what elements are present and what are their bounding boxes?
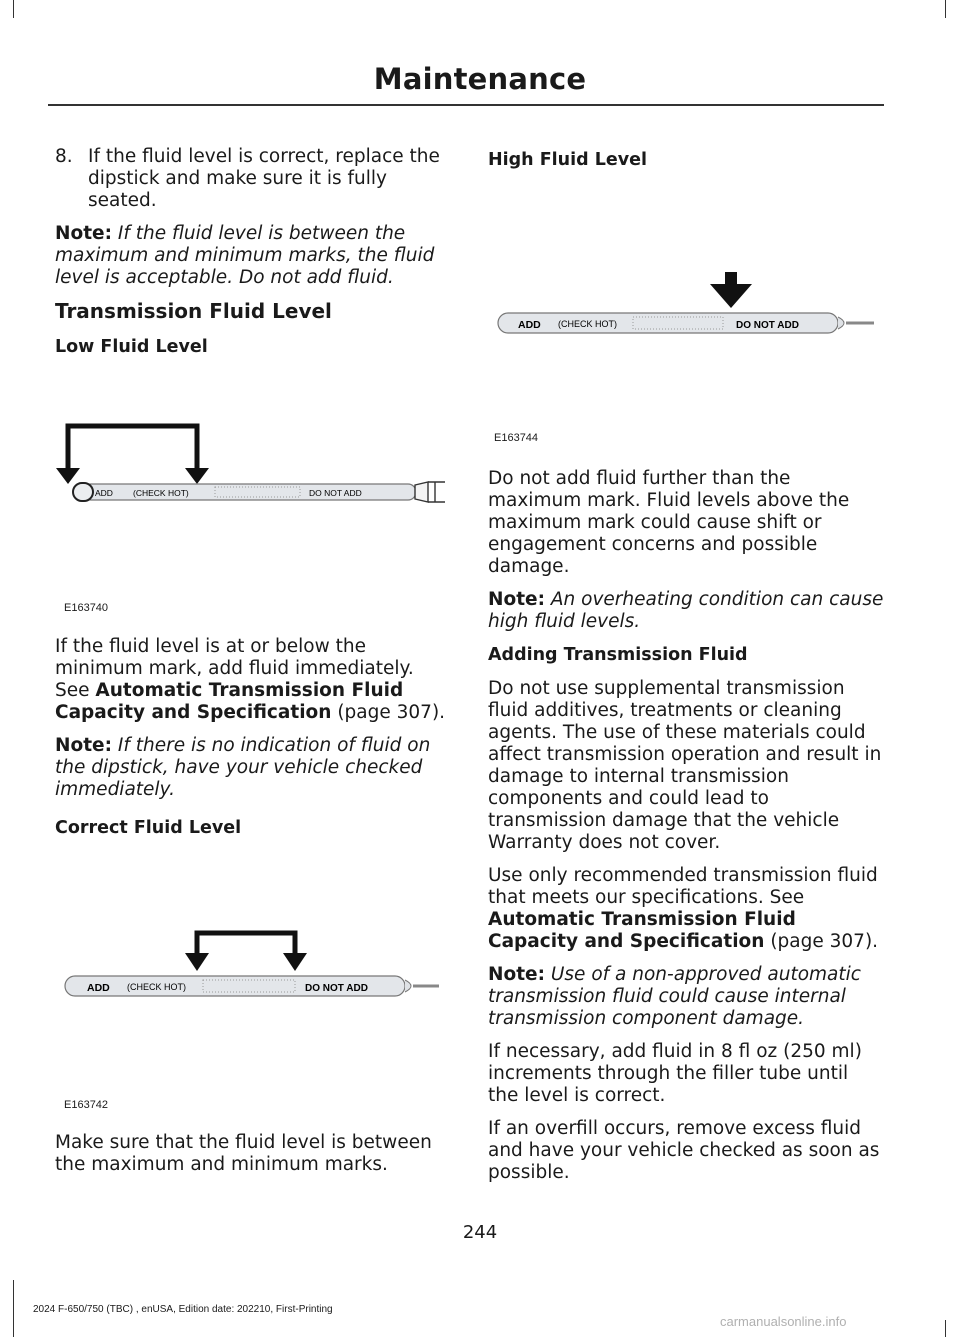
- dipstick-check-hot-label: (CHECK HOT): [127, 982, 186, 992]
- watermark[interactable]: carmanualsonline.info: [720, 1314, 847, 1329]
- left-column-bottom: [55, 1132, 451, 1187]
- step-number: 8.: [55, 146, 73, 167]
- figure-code-e163742: E163742: [64, 1099, 109, 1111]
- left-column-lower: [55, 636, 451, 851]
- note-text: If the fluid level is between the maximum and minimum marks, the fluid level is acceptable. Do not add fluid.: [55, 223, 435, 288]
- note-text: Use of a non-approved automatic transmission fluid could cause internal transmission component damage.: [488, 964, 861, 1029]
- heading-transmission-fluid-level: Transmission Fluid Level: [55, 299, 332, 323]
- adding-paragraph-1: Do not use supplemental transmission fluid additives, treatments or cleaning agents. The use of these materials could affect transmission operation and result in damage to internal transmission components and could lead to transmission damage that the vehicle Warranty does not cover.: [488, 678, 882, 853]
- correct-fluid-text: Make sure that the fluid level is between the maximum and minimum marks.: [55, 1132, 432, 1175]
- heading-adding-transmission-fluid: Adding Transmission Fluid: [488, 645, 748, 665]
- note-overheating: [488, 589, 884, 633]
- dipstick-do-not-add-label: DO NOT ADD: [736, 320, 799, 331]
- note-no-indication: [55, 735, 451, 801]
- adding-text: Use only recommended transmission fluid that meets our specifications. See: [488, 865, 878, 908]
- note-label: Note:: [488, 964, 545, 985]
- step-text: If the fluid level is correct, replace the dipstick and make sure it is fully seated.: [88, 146, 440, 211]
- adding-paragraph-2: [488, 865, 884, 953]
- crop-mark-bottom-right: [945, 1320, 946, 1337]
- note-label: Note:: [55, 223, 112, 244]
- dipstick-check-hot-label: (CHECK HOT): [558, 319, 617, 329]
- high-fluid-text: Do not add fluid further than the maximum mark. Fluid levels above the maximum mark could cause shift or engagement concerns and possible damage.: [488, 468, 850, 577]
- dipstick-high-svg: [488, 270, 884, 350]
- right-column-lower: [488, 468, 884, 1195]
- dipstick-correct-svg: [55, 925, 451, 1005]
- heading-low-fluid-level: Low Fluid Level: [55, 337, 208, 357]
- capacity-spec-link[interactable]: Automatic Transmission Fluid Capacity and Specification: [55, 680, 404, 723]
- crop-mark-top-left: [13, 0, 14, 18]
- dipstick-do-not-add-label: DO NOT ADD: [305, 983, 368, 994]
- figure-code-e163744: E163744: [494, 432, 539, 444]
- arrow-down-icon: [283, 953, 307, 971]
- arrow-down-icon: [710, 284, 752, 308]
- adding-paragraph-4: If an overfill occurs, remove excess fluid and have your vehicle checked as soon as possible.: [488, 1118, 880, 1183]
- dipstick-add-label: ADD: [87, 982, 110, 994]
- note-label: Note:: [488, 589, 545, 610]
- note-non-approved-fluid: [488, 964, 884, 1030]
- dipstick-do-not-add-label: DO NOT ADD: [309, 488, 362, 498]
- arrow-down-icon: [56, 468, 80, 484]
- figure-code-e163740: E163740: [64, 602, 109, 614]
- crop-mark-bottom-left: [13, 1280, 14, 1337]
- dipstick-add-label: ADD: [95, 488, 113, 498]
- note-text: If there is no indication of fluid on the dipstick, have your vehicle checked immediately.: [55, 735, 431, 800]
- right-column: [488, 146, 884, 183]
- arrow-down-icon: [185, 468, 209, 484]
- adding-paragraph-3: If necessary, add fluid in 8 fl oz (250 ml) increments through the filler tube until the level is correct.: [488, 1041, 862, 1106]
- note-fluid-between-marks: [55, 223, 451, 289]
- left-column: [55, 146, 451, 370]
- capacity-spec-page: (page 307).: [770, 931, 879, 952]
- arrow-down-icon: [185, 953, 209, 971]
- section-title: Maintenance: [373, 62, 587, 96]
- heading-correct-fluid-level: Correct Fluid Level: [55, 818, 242, 838]
- capacity-spec-link[interactable]: Automatic Transmission Fluid Capacity and Specification: [488, 909, 796, 952]
- low-fluid-instruction: [55, 636, 451, 724]
- page-number: 244: [462, 1222, 498, 1243]
- heading-high-fluid-level: High Fluid Level: [488, 150, 648, 170]
- low-fluid-text: If the fluid level is at or below the minimum mark, add fluid immediately. See: [55, 636, 414, 701]
- dipstick-low-svg: [55, 420, 451, 520]
- header-rule: [48, 104, 884, 106]
- dipstick-check-hot-label: (CHECK HOT): [133, 488, 189, 498]
- footer-edition: 2024 F-650/750 (TBC) , enUSA, Edition date: 202210, First-Printing: [33, 1304, 333, 1315]
- note-text: An overheating condition can cause high fluid levels.: [488, 589, 884, 632]
- step-8: [55, 146, 451, 212]
- capacity-spec-page: (page 307).: [337, 702, 446, 723]
- note-label: Note:: [55, 735, 112, 756]
- crop-mark-top-right: [945, 0, 946, 18]
- dipstick-add-label: ADD: [518, 319, 541, 331]
